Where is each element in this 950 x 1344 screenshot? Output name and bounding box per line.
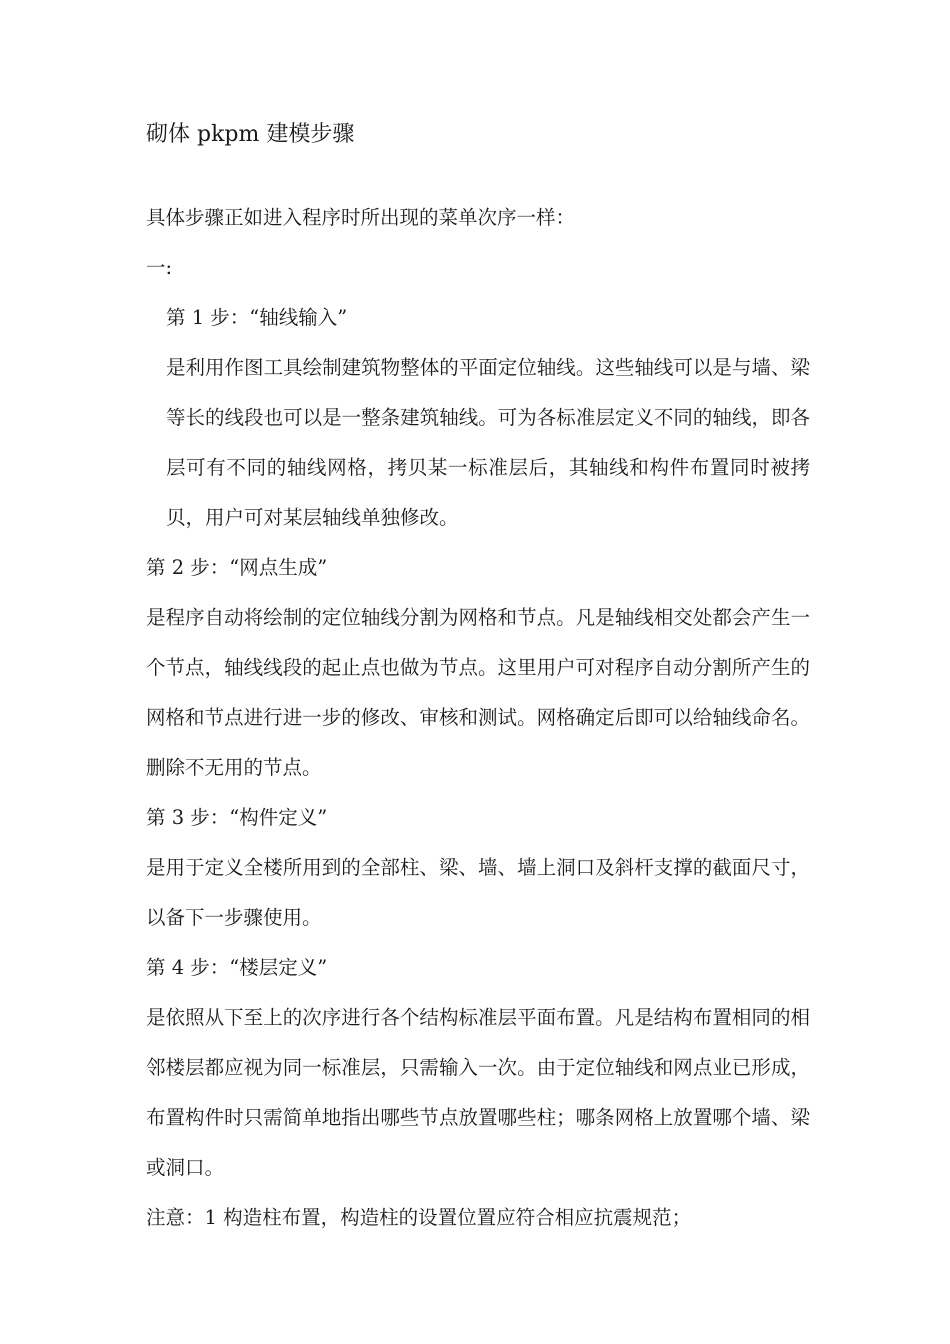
document-title: 砌体 pkpm 建模步骤 [146, 122, 355, 147]
step-4-description: 是依照从下至上的次序进行各个结构标准层平面布置。凡是结构布置相同的相邻楼层都应视为同一标准层，只需输入一次。由于定位轴线和网点业已形成，布置构件时只需简单地指出哪些节点放置哪些柱；哪条网格上放置哪个墙、梁或洞口。 [146, 1006, 810, 1179]
step-1-heading: 第 1 步：“轴线输入” [166, 306, 348, 329]
step-1-description: 是利用作图工具绘制建筑物整体的平面定位轴线。这些轴线可以是与墙、梁等长的线段也可以是一整条建筑轴线。可为各标准层定义不同的轴线，即各层可有不同的轴线网格，拷贝某一标准层后，其轴线和构件布置同时被拷贝，用户可对某层轴线单独修改。 [166, 356, 810, 529]
step-2-description: 是程序自动将绘制的定位轴线分割为网格和节点。凡是轴线相交处都会产生一个节点，轴线线段的起止点也做为节点。这里用户可对程序自动分割所产生的网格和节点进行进一步的修改、审核和测试。网格确定后即可以给轴线命名。删除不无用的节点。 [146, 606, 810, 779]
note-paragraph: 注意：1 构造柱布置，构造柱的设置位置应符合相应抗震规范； [146, 1206, 692, 1229]
step-3-heading: 第 3 步：“构件定义” [146, 806, 328, 829]
step-3-description: 是用于定义全楼所用到的全部柱、梁、墙、墙上洞口及斜杆支撑的截面尺寸，以备下一步骤使用。 [146, 856, 810, 929]
intro-paragraph: 具体步骤正如进入程序时所出现的菜单次序一样： [146, 206, 576, 229]
step-4-heading: 第 4 步：“楼层定义” [146, 956, 328, 979]
document-body [146, 193, 810, 1243]
step-2-heading: 第 2 步：“网点生成” [146, 556, 328, 579]
section-number: 一: [146, 256, 173, 279]
